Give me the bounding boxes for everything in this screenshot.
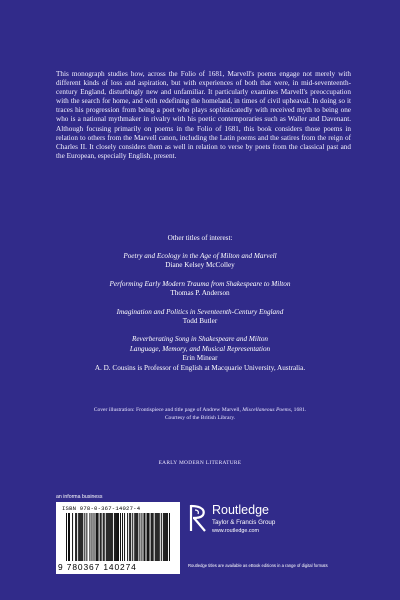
other-title: Reverberating Song in Shakespeare and Milton: [131, 335, 269, 344]
other-title: Imagination and Politics in Seventeenth-Century England: [116, 307, 284, 316]
isbn-barcode: [56, 502, 180, 574]
other-titles-heading: Other titles of interest:: [167, 234, 233, 242]
book-description: This monograph studies how, across the Folio of 1681, Marvell's poems engage not merely with different kinds of loss and aspiration, but with experiences of both that were, in mid-seventeenth-century England, disturbingly new and unfamiliar. It particularly examines Marvell's preoccupation with the search for home, and with redefining the homeland, in times of civil upheaval. In doing so it traces his progression from being a poet who plays sophisticatedly with received myth to being one who is a national mythmaker in rivalry with his poetic contemporaries such as Waller and Davenant. Although focusing primarily on poems in the Folio of 1681, this book considers those poems in relation to others from the Marvell canon, including the Latin poems and the satires from the reign of Charles II. It closely considers them as well in relation to verse by poets from the classical past and the European, especially English, present.: [56, 70, 351, 160]
series-label: EARLY MODERN LITERATURE: [158, 460, 242, 466]
other-title-author: Todd Butler: [182, 317, 218, 326]
credit-italic-title: Miscellaneous Poems: [242, 407, 291, 413]
cover-illustration-credit: [50, 406, 350, 422]
other-title-author: Diane Kelsey McColley: [165, 261, 235, 270]
other-title-entry: [0, 252, 400, 271]
other-title-entry: [0, 280, 400, 299]
isbn-text: ISBN 978-0-367-14027-4: [62, 505, 141, 512]
informa-tagline: an informa business: [56, 494, 103, 500]
credit-suffix: , 1681.: [290, 407, 307, 413]
author-bio: A. D. Cousins is Professor of English at Macquarie University, Australia.: [94, 364, 306, 372]
other-title: Poetry and Ecology in the Age of Milton and Marvell: [123, 252, 277, 260]
publisher-name: Routledge: [212, 503, 269, 517]
other-title-author: Thomas P. Anderson: [170, 289, 230, 298]
ebook-availability-note: Routledge titles are available as eBook editions in a range of digital formats: [188, 563, 328, 568]
routledge-logo-icon: [188, 504, 208, 532]
other-title-entry: [0, 335, 400, 363]
other-titles-list: [0, 252, 400, 373]
credit-courtesy: Courtesy of the British Library.: [164, 415, 236, 421]
barcode-icon: [66, 513, 170, 561]
credit-prefix: Cover illustration: Frontispiece and title page of Andrew Marvell,: [93, 407, 243, 413]
publisher-group: Taylor & Francis Group: [212, 519, 276, 526]
other-title-author: Erin Minear: [182, 354, 218, 363]
other-title: Performing Early Modern Trauma from Shakespeare to Milton: [109, 279, 291, 288]
barcode-number: 9 780367 140274: [58, 562, 137, 572]
other-title-subtitle: Language, Memory, and Musical Representation: [129, 344, 271, 353]
publisher-logo: [188, 500, 298, 550]
publisher-url: www.routledge.com: [212, 528, 260, 534]
other-title-entry: [0, 308, 400, 327]
